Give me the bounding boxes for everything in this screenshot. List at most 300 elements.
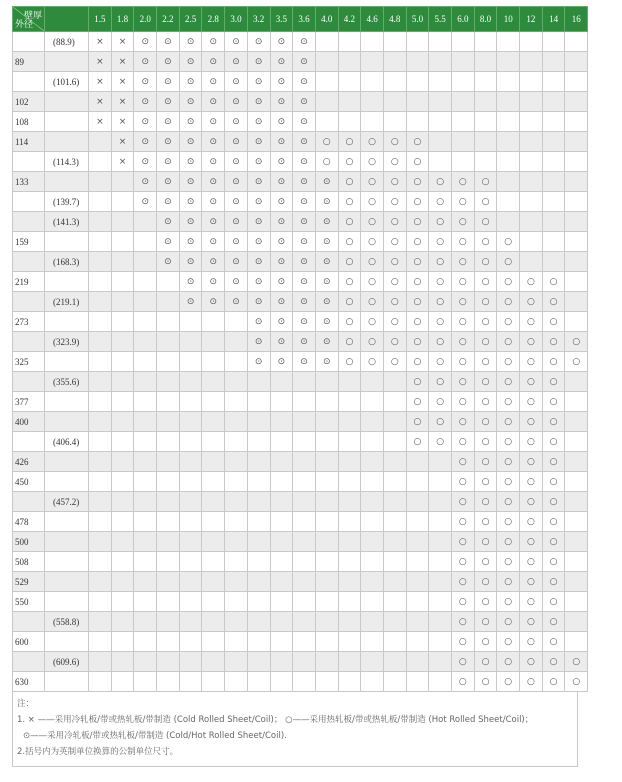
circle-symbol: ○ xyxy=(549,537,558,547)
dotted-circle-symbol: ⊙ xyxy=(164,97,172,107)
spec-cell xyxy=(383,252,406,272)
spec-cell xyxy=(474,212,497,232)
circle-symbol: ○ xyxy=(504,237,513,247)
spec-cell xyxy=(429,112,452,132)
spec-cell xyxy=(429,672,452,692)
spec-cell xyxy=(520,512,543,532)
spec-cell xyxy=(520,112,543,132)
circle-symbol: ○ xyxy=(526,397,535,407)
spec-cell xyxy=(89,652,112,672)
spec-cell xyxy=(134,632,157,652)
dotted-circle-symbol: ⊙ xyxy=(186,37,195,47)
spec-cell xyxy=(338,392,361,412)
spec-cell xyxy=(497,592,520,612)
spec-cell xyxy=(111,412,134,432)
spec-cell xyxy=(429,512,452,532)
spec-cell xyxy=(452,92,475,112)
spec-cell xyxy=(157,372,180,392)
spec-cell xyxy=(429,452,452,472)
spec-cell xyxy=(497,392,520,412)
spec-cell xyxy=(247,112,270,132)
spec-cell xyxy=(270,572,293,592)
circle-symbol: ○ xyxy=(413,377,422,387)
spec-cell xyxy=(383,292,406,312)
spec-cell xyxy=(89,532,112,552)
spec-cell xyxy=(270,292,293,312)
dotted-circle-symbol: ⊙ xyxy=(164,217,172,227)
circle-symbol: ○ xyxy=(458,277,467,287)
circle-symbol: ○ xyxy=(436,217,445,227)
spec-cell xyxy=(338,492,361,512)
spec-cell xyxy=(225,52,248,72)
dotted-circle-symbol: ⊙ xyxy=(254,217,263,227)
dotted-circle-symbol: ⊙ xyxy=(186,57,195,67)
dotted-circle-symbol: ⊙ xyxy=(232,297,240,307)
imperial-diameter-cell xyxy=(45,632,89,652)
spec-cell xyxy=(315,472,338,492)
outer-diameter-cell: 114 xyxy=(13,132,45,152)
spec-cell xyxy=(179,32,202,52)
circle-symbol: ○ xyxy=(526,537,535,547)
spec-cell xyxy=(179,532,202,552)
spec-cell xyxy=(452,152,475,172)
note-line-1: 1. × ——采用冷轧板/带或热轧板/带制造 (Cold Rolled Sheet/Coil)； ○——采用热轧板/带或热轧板/带制造 (Hot Rolled Sheet/Coil)； xyxy=(17,715,534,725)
spec-cell xyxy=(157,512,180,532)
spec-cell xyxy=(542,332,565,352)
spec-cell xyxy=(202,52,225,72)
spec-cell xyxy=(225,612,248,632)
dotted-circle-symbol: ⊙ xyxy=(141,137,149,147)
dotted-circle-symbol: ⊙ xyxy=(322,257,331,267)
spec-cell xyxy=(361,532,384,552)
spec-cell xyxy=(429,152,452,172)
spec-cell xyxy=(89,132,112,152)
spec-cell xyxy=(497,352,520,372)
circle-symbol: ○ xyxy=(322,137,331,147)
spec-cell xyxy=(89,272,112,292)
spec-cell xyxy=(452,452,475,472)
circle-symbol: ○ xyxy=(481,237,490,247)
dotted-circle-symbol: ⊙ xyxy=(186,77,195,87)
spec-cell xyxy=(157,352,180,372)
spec-cell xyxy=(225,292,248,312)
spec-cell xyxy=(520,172,543,192)
spec-cell xyxy=(225,452,248,472)
spec-cell xyxy=(361,612,384,632)
spec-cell xyxy=(542,72,565,92)
spec-cell xyxy=(452,192,475,212)
spec-cell xyxy=(111,212,134,232)
spec-cell xyxy=(497,472,520,492)
circle-symbol: ○ xyxy=(458,457,467,467)
spec-cell xyxy=(315,192,338,212)
spec-cell xyxy=(542,32,565,52)
spec-cell xyxy=(338,372,361,392)
spec-cell xyxy=(474,92,497,112)
spec-cell xyxy=(565,512,588,532)
spec-cell xyxy=(406,332,429,352)
spec-cell xyxy=(474,472,497,492)
spec-cell xyxy=(429,392,452,412)
spec-cell xyxy=(157,452,180,472)
circle-symbol: ○ xyxy=(458,437,467,447)
spec-cell xyxy=(361,32,384,52)
notes-box xyxy=(12,692,578,767)
spec-cell xyxy=(270,112,293,132)
dotted-circle-symbol: ⊙ xyxy=(186,157,195,167)
spec-cell xyxy=(338,512,361,532)
spec-cell xyxy=(202,672,225,692)
spec-cell xyxy=(338,292,361,312)
table-row xyxy=(13,432,588,452)
spec-cell xyxy=(520,592,543,612)
spec-cell xyxy=(157,312,180,332)
dotted-circle-symbol: ⊙ xyxy=(277,257,286,267)
spec-cell xyxy=(497,232,520,252)
dotted-circle-symbol: ⊙ xyxy=(300,237,308,247)
outer-diameter-cell: 102 xyxy=(13,92,45,112)
dotted-circle-symbol: ⊙ xyxy=(232,217,240,227)
spec-cell xyxy=(361,472,384,492)
circle-symbol: ○ xyxy=(526,457,535,467)
corner-header xyxy=(13,7,45,32)
spec-cell xyxy=(565,552,588,572)
spec-cell xyxy=(315,372,338,392)
spec-cell xyxy=(225,352,248,372)
spec-cell xyxy=(452,112,475,132)
circle-symbol: ○ xyxy=(458,337,467,347)
thickness-header: 4.2 xyxy=(338,7,361,32)
spec-cell xyxy=(497,72,520,92)
spec-cell xyxy=(293,252,316,272)
spec-cell xyxy=(383,52,406,72)
circle-symbol: ○ xyxy=(549,637,558,647)
circle-symbol: ○ xyxy=(458,557,467,567)
circle-symbol: ○ xyxy=(504,597,513,607)
spec-cell xyxy=(497,272,520,292)
spec-cell xyxy=(474,492,497,512)
spec-cell xyxy=(361,312,384,332)
spec-cell xyxy=(89,252,112,272)
spec-cell xyxy=(111,292,134,312)
dotted-circle-symbol: ⊙ xyxy=(254,57,263,67)
circle-symbol: ○ xyxy=(549,397,558,407)
imperial-diameter-cell xyxy=(45,312,89,332)
spec-cell xyxy=(406,612,429,632)
spec-cell xyxy=(134,272,157,292)
circle-symbol: ○ xyxy=(549,437,558,447)
dotted-circle-symbol: ⊙ xyxy=(254,177,263,187)
table-row xyxy=(13,392,588,412)
spec-cell xyxy=(89,112,112,132)
spec-cell xyxy=(429,192,452,212)
spec-cell xyxy=(89,32,112,52)
spec-cell xyxy=(157,652,180,672)
spec-cell xyxy=(383,552,406,572)
dotted-circle-symbol: ⊙ xyxy=(209,177,218,187)
outer-diameter-cell xyxy=(13,32,45,52)
spec-cell xyxy=(565,252,588,272)
spec-cell xyxy=(270,72,293,92)
spec-cell xyxy=(225,372,248,392)
spec-cell xyxy=(565,472,588,492)
spec-cell xyxy=(134,232,157,252)
spec-cell xyxy=(338,532,361,552)
circle-symbol: ○ xyxy=(526,437,535,447)
outer-diameter-cell xyxy=(13,212,45,232)
cross-symbol: × xyxy=(118,57,127,67)
spec-cell xyxy=(225,472,248,492)
circle-symbol: ○ xyxy=(368,177,377,187)
spec-cell xyxy=(134,112,157,132)
spec-cell xyxy=(338,152,361,172)
dotted-circle-symbol: ⊙ xyxy=(300,297,308,307)
circle-symbol: ○ xyxy=(504,577,513,587)
spec-cell xyxy=(474,52,497,72)
spec-cell xyxy=(542,452,565,472)
dotted-circle-symbol: ⊙ xyxy=(232,97,240,107)
dotted-circle-symbol: ⊙ xyxy=(300,77,308,87)
spec-cell xyxy=(406,272,429,292)
spec-cell xyxy=(111,632,134,652)
spec-cell xyxy=(111,352,134,372)
dotted-circle-symbol: ⊙ xyxy=(164,177,172,187)
circle-symbol: ○ xyxy=(390,137,399,147)
spec-cell xyxy=(179,152,202,172)
spec-cell xyxy=(179,52,202,72)
spec-cell xyxy=(179,412,202,432)
circle-symbol: ○ xyxy=(390,157,399,167)
spec-cell xyxy=(406,312,429,332)
circle-symbol: ○ xyxy=(458,597,467,607)
imperial-diameter-cell: (323.9) xyxy=(45,332,89,352)
spec-cell xyxy=(565,352,588,372)
circle-symbol: ○ xyxy=(458,297,467,307)
spec-cell xyxy=(565,392,588,412)
circle-symbol: ○ xyxy=(504,377,513,387)
spec-cell xyxy=(293,592,316,612)
spec-cell xyxy=(542,52,565,72)
note-line-3: 2.括号内为英制单位换算的公制单位尺寸。 xyxy=(17,747,179,757)
spec-cell xyxy=(111,52,134,72)
spec-cell xyxy=(179,472,202,492)
spec-cell xyxy=(270,52,293,72)
dotted-circle-symbol: ⊙ xyxy=(141,57,149,67)
spec-cell xyxy=(179,552,202,572)
spec-cell xyxy=(474,132,497,152)
spec-cell xyxy=(202,412,225,432)
outer-diameter-cell: 478 xyxy=(13,512,45,532)
circle-symbol: ○ xyxy=(481,677,490,687)
spec-cell xyxy=(225,672,248,692)
dotted-circle-symbol: ⊙ xyxy=(232,37,240,47)
spec-cell xyxy=(520,552,543,572)
spec-cell xyxy=(202,572,225,592)
dotted-circle-symbol: ⊙ xyxy=(254,317,263,327)
spec-cell xyxy=(315,52,338,72)
spec-cell xyxy=(452,532,475,552)
spec-cell xyxy=(542,292,565,312)
spec-cell xyxy=(225,432,248,452)
spec-cell xyxy=(361,92,384,112)
dotted-circle-symbol: ⊙ xyxy=(164,137,172,147)
circle-symbol: ○ xyxy=(413,437,422,447)
spec-cell xyxy=(474,312,497,332)
dotted-circle-symbol: ⊙ xyxy=(277,197,286,207)
thickness-header: 2.0 xyxy=(134,7,157,32)
spec-cell xyxy=(542,472,565,492)
spec-cell xyxy=(497,572,520,592)
table-row xyxy=(13,252,588,272)
spec-cell xyxy=(338,92,361,112)
spec-cell xyxy=(542,532,565,552)
dotted-circle-symbol: ⊙ xyxy=(254,117,263,127)
circle-symbol: ○ xyxy=(481,497,490,507)
spec-cell xyxy=(474,372,497,392)
outer-diameter-cell xyxy=(13,252,45,272)
dotted-circle-symbol: ⊙ xyxy=(277,337,286,347)
spec-cell xyxy=(429,172,452,192)
spec-cell xyxy=(202,132,225,152)
spec-cell xyxy=(247,452,270,472)
spec-cell xyxy=(497,292,520,312)
dotted-circle-symbol: ⊙ xyxy=(164,37,172,47)
spec-cell xyxy=(225,132,248,152)
circle-symbol: ○ xyxy=(436,397,445,407)
table-row xyxy=(13,372,588,392)
circle-symbol: ○ xyxy=(504,517,513,527)
spec-cell xyxy=(179,492,202,512)
spec-cell xyxy=(247,152,270,172)
spec-cell xyxy=(406,172,429,192)
spec-cell xyxy=(565,432,588,452)
spec-cell xyxy=(542,572,565,592)
circle-symbol: ○ xyxy=(572,337,581,347)
spec-cell xyxy=(293,472,316,492)
spec-cell xyxy=(429,632,452,652)
spec-cell xyxy=(452,52,475,72)
spec-cell xyxy=(157,252,180,272)
spec-cell xyxy=(338,52,361,72)
spec-cell xyxy=(157,152,180,172)
cross-symbol: × xyxy=(118,117,127,127)
spec-cell xyxy=(429,492,452,512)
spec-cell xyxy=(497,192,520,212)
circle-symbol: ○ xyxy=(436,197,445,207)
spec-cell xyxy=(89,392,112,412)
spec-cell xyxy=(134,612,157,632)
spec-cell xyxy=(293,72,316,92)
circle-symbol: ○ xyxy=(345,337,354,347)
circle-symbol: ○ xyxy=(345,217,354,227)
thickness-header: 16 xyxy=(565,7,588,32)
spec-cell xyxy=(225,392,248,412)
spec-cell xyxy=(134,652,157,672)
spec-cell xyxy=(202,472,225,492)
imperial-diameter-cell xyxy=(45,172,89,192)
spec-cell xyxy=(293,432,316,452)
dotted-circle-symbol: ⊙ xyxy=(322,177,331,187)
spec-cell xyxy=(497,212,520,232)
spec-cell xyxy=(247,392,270,412)
spec-cell xyxy=(225,332,248,352)
spec-cell xyxy=(89,292,112,312)
circle-symbol: ○ xyxy=(368,357,377,367)
dotted-circle-symbol: ⊙ xyxy=(322,337,331,347)
spec-cell xyxy=(179,252,202,272)
spec-cell xyxy=(134,552,157,572)
spec-cell xyxy=(497,32,520,52)
spec-cell xyxy=(202,112,225,132)
imperial-diameter-cell xyxy=(45,112,89,132)
spec-cell xyxy=(474,672,497,692)
spec-cell xyxy=(497,52,520,72)
spec-cell xyxy=(202,432,225,452)
spec-cell xyxy=(429,212,452,232)
spec-cell xyxy=(429,272,452,292)
spec-cell xyxy=(406,92,429,112)
thickness-header: 2.5 xyxy=(179,7,202,32)
circle-symbol: ○ xyxy=(458,577,467,587)
circle-symbol: ○ xyxy=(436,297,445,307)
thickness-header: 6.0 xyxy=(452,7,475,32)
spec-cell xyxy=(293,92,316,112)
spec-cell xyxy=(452,652,475,672)
spec-cell xyxy=(293,532,316,552)
spec-cell xyxy=(315,552,338,572)
imperial-diameter-cell: (141.3) xyxy=(45,212,89,232)
spec-cell xyxy=(225,92,248,112)
circle-symbol: ○ xyxy=(549,457,558,467)
circle-symbol: ○ xyxy=(549,317,558,327)
spec-cell xyxy=(247,332,270,352)
spec-cell xyxy=(452,392,475,412)
spec-cell xyxy=(247,312,270,332)
spec-cell xyxy=(406,232,429,252)
spec-cell xyxy=(315,272,338,292)
circle-symbol: ○ xyxy=(390,177,399,187)
outer-diameter-cell xyxy=(13,72,45,92)
spec-cell xyxy=(542,612,565,632)
spec-cell xyxy=(225,312,248,332)
spec-cell xyxy=(497,172,520,192)
table-row xyxy=(13,492,588,512)
spec-cell xyxy=(338,172,361,192)
table-row xyxy=(13,592,588,612)
circle-symbol: ○ xyxy=(458,377,467,387)
spec-cell xyxy=(452,172,475,192)
circle-symbol: ○ xyxy=(549,677,558,687)
spec-cell xyxy=(134,252,157,272)
spec-cell xyxy=(270,252,293,272)
spec-cell xyxy=(293,152,316,172)
spec-cell xyxy=(293,172,316,192)
spec-cell xyxy=(134,672,157,692)
spec-cell xyxy=(225,652,248,672)
circle-symbol: ○ xyxy=(390,237,399,247)
spec-cell xyxy=(520,432,543,452)
spec-cell xyxy=(406,672,429,692)
spec-cell xyxy=(157,332,180,352)
spec-cell xyxy=(406,492,429,512)
spec-cell xyxy=(406,352,429,372)
spec-cell xyxy=(497,132,520,152)
circle-symbol: ○ xyxy=(368,197,377,207)
spec-cell xyxy=(383,172,406,192)
circle-symbol: ○ xyxy=(481,437,490,447)
spec-cell xyxy=(497,492,520,512)
dotted-circle-symbol: ⊙ xyxy=(209,257,218,267)
